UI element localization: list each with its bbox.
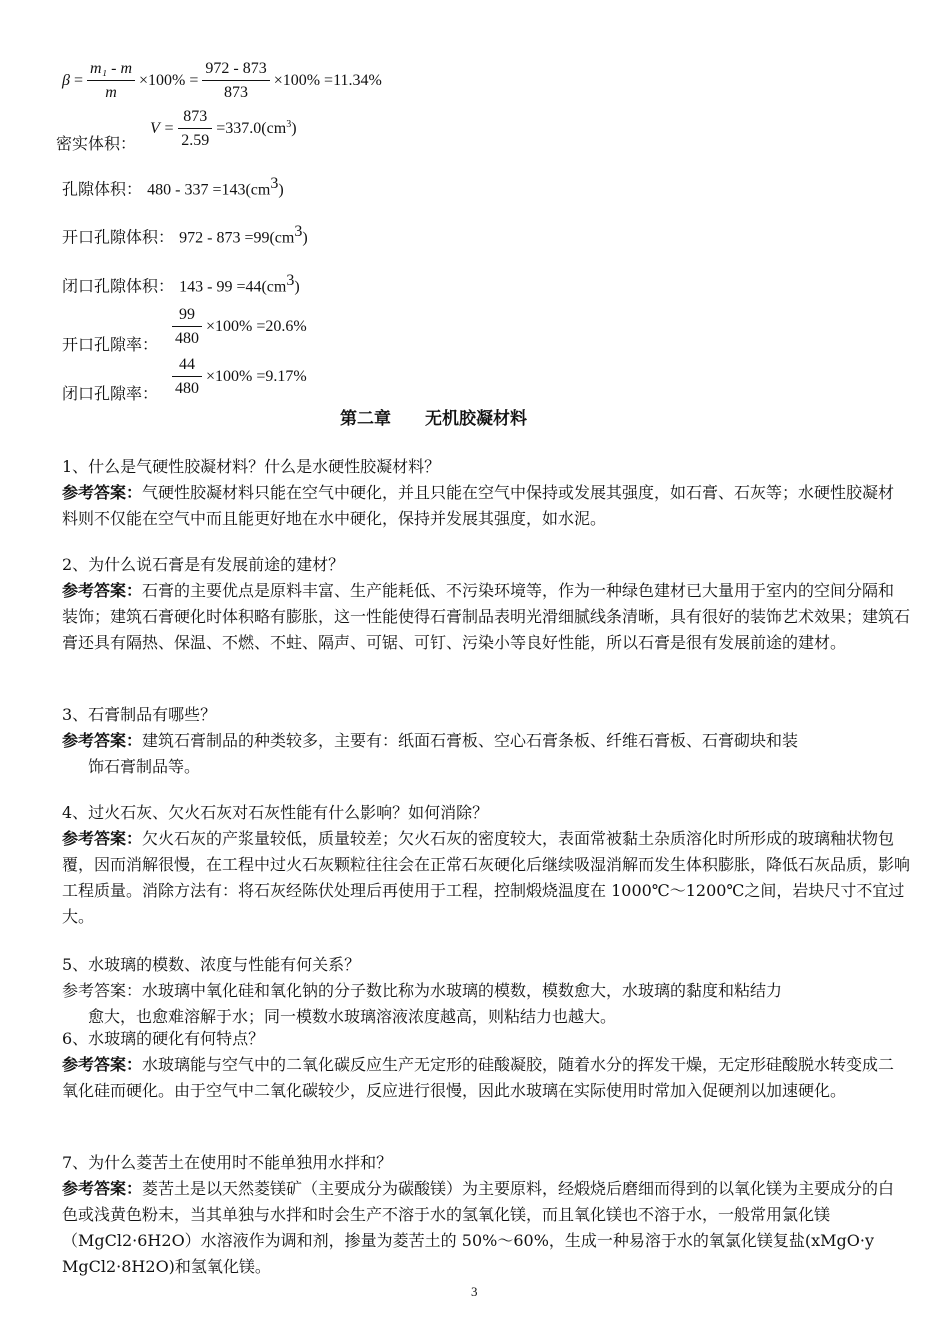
beta-formula: β = $\frac{\text{m₁ - m}}{m}$ ×100% = $\frac{972 - 873}{873}$ ×100% =11.34% bbox=[62, 58, 382, 105]
dense-volume-label: 密实体积： bbox=[56, 134, 137, 153]
open-pore-volume-line: 开口孔隙体积： $972 - 873 =99(cm^3)$ bbox=[62, 223, 308, 247]
beta-fraction-2: $\frac{972 - 873}{873}$ bbox=[202, 58, 269, 105]
answer-prefix: 参考答案： bbox=[62, 731, 143, 750]
open-porosity-label: 开口孔隙率： bbox=[62, 335, 159, 354]
question-4: 4、过火石灰、欠火石灰对石灰性能有什么影响？如何消除？ bbox=[62, 803, 489, 822]
question-7: 7、为什么菱苦土在使用时不能单独用水拌和？ bbox=[62, 1153, 393, 1172]
dense-volume-formula: V = $\frac{873}{2.59}$ $=337.0(cm^3)$ bbox=[150, 106, 297, 153]
answer-prefix: 参考答案： bbox=[62, 581, 143, 600]
answer-7: 参考答案：菱苦土是以天然菱镁矿（主要成分为碳酸镁）为主要原料，经煅烧后磨细而得到的以氧化镁为主要成分的白色或浅黄色粉末，当其单独与水拌和时会生产不溶于水的氢氧化镁，而且氧化镁也不溶于水，一般常用氯化镁（MgCl2·6H2O）水溶液作为调和剂，掺量为菱苦土的 50%～60%，生成一种易溶于水的氧氯化镁复盐(xMgO·y MgCl2·8H2O)和氢氧化镁。 bbox=[62, 1179, 895, 1276]
beta-symbol: β bbox=[62, 72, 70, 90]
question-1: 1、什么是气硬性胶凝材料？什么是水硬性胶凝材料？ bbox=[62, 457, 441, 476]
answer-2: 参考答案：石膏的主要优点是原料丰富、生产能耗低、不污染环境等，作为一种绿色建材已大量用于室内的空间分隔和装饰；建筑石膏硬化时体积略有膨胀，这一性能使得石膏制品表明光滑细腻线条清晰，具有很好的装饰艺术效果；建筑石膏还具有隔热、保温、不燃、不蛀、隔声、可锯、可钉、污染小等良好性能，所以石膏是很有发展前途的建材。 bbox=[62, 581, 911, 652]
answer-1: 参考答案：气硬性胶凝材料只能在空气中硬化，并且只能在空气中保持或发展其强度，如石膏、石灰等；水硬性胶凝材料则不仅能在空气中而且能更好地在水中硬化，保持并发展其强度，如水泥。 bbox=[62, 483, 895, 528]
answer-prefix: 参考答案： bbox=[62, 1179, 143, 1198]
chapter-title: 第二章 无机胶凝材料 bbox=[340, 409, 527, 429]
answer-4: 参考答案：欠火石灰的产浆量较低，质量较差；欠火石灰的密度较大，表面常被黏土杂质溶化时所形成的玻璃釉状物包覆，因而消解很慢，在工程中过火石灰颗粒往往会在正常石灰硬化后继续吸湿消解而发生体积膨胀，降低石灰品质，影响工程质量。消除方法有：将石灰经陈伏处理后再使用于工程，控制煅烧温度在 1000℃～1200℃之间，岩块尺寸不宜过大。 bbox=[62, 829, 911, 926]
pore-volume-line: 孔隙体积： $480 - 337 =143(cm^3)$ bbox=[62, 175, 284, 199]
answer-prefix: 参考答案： bbox=[62, 1055, 143, 1074]
answer-6: 参考答案：水玻璃能与空气中的二氧化碳反应生产无定形的硅酸凝胶，随着水分的挥发干燥，无定形硅酸脱水转变成二氧化硅而硬化。由于空气中二氧化碳较少，反应进行很慢，因此水玻璃在实际使用时常加入促硬剂以加速硬化。 bbox=[62, 1055, 895, 1100]
dense-volume-fraction: $\frac{873}{2.59}$ bbox=[178, 106, 212, 153]
answer-prefix: 参考答案： bbox=[62, 483, 143, 502]
beta-fraction-1: $\frac{\text{m₁ - m}}{m}$ bbox=[87, 58, 135, 105]
closed-porosity-label: 闭口孔隙率： bbox=[62, 384, 159, 403]
open-porosity-formula: $\frac{99}{480}$ ×100% =20.6% bbox=[172, 304, 307, 351]
closed-pore-volume-line: 闭口孔隙体积： $143 - 99 =44(cm^3)$ bbox=[62, 272, 300, 296]
answer-5: 参考答案：水玻璃中氧化硅和氧化钠的分子数比称为水玻璃的模数，模数愈大，水玻璃的黏度和粘结力 愈大，也愈难溶解于水；同一模数水玻璃溶液浓度越高，则粘结力也越大。 bbox=[62, 981, 783, 1026]
answer-prefix: 参考答案： bbox=[62, 829, 143, 848]
page-number: 3 bbox=[471, 1284, 478, 1299]
question-3: 3、石膏制品有哪些？ bbox=[62, 705, 217, 724]
answer-3: 参考答案：建筑石膏制品的种类较多，主要有：纸面石膏板、空心石膏条板、纤维石膏板、石膏砌块和装 饰石膏制品等。 bbox=[62, 731, 799, 776]
question-2: 2、为什么说石膏是有发展前途的建材？ bbox=[62, 555, 345, 574]
question-6: 6、水玻璃的硬化有何特点？ bbox=[62, 1029, 265, 1048]
closed-porosity-formula: $\frac{44}{480}$ ×100% =9.17% bbox=[172, 354, 307, 401]
question-5: 5、水玻璃的模数、浓度与性能有何关系？ bbox=[62, 955, 361, 974]
